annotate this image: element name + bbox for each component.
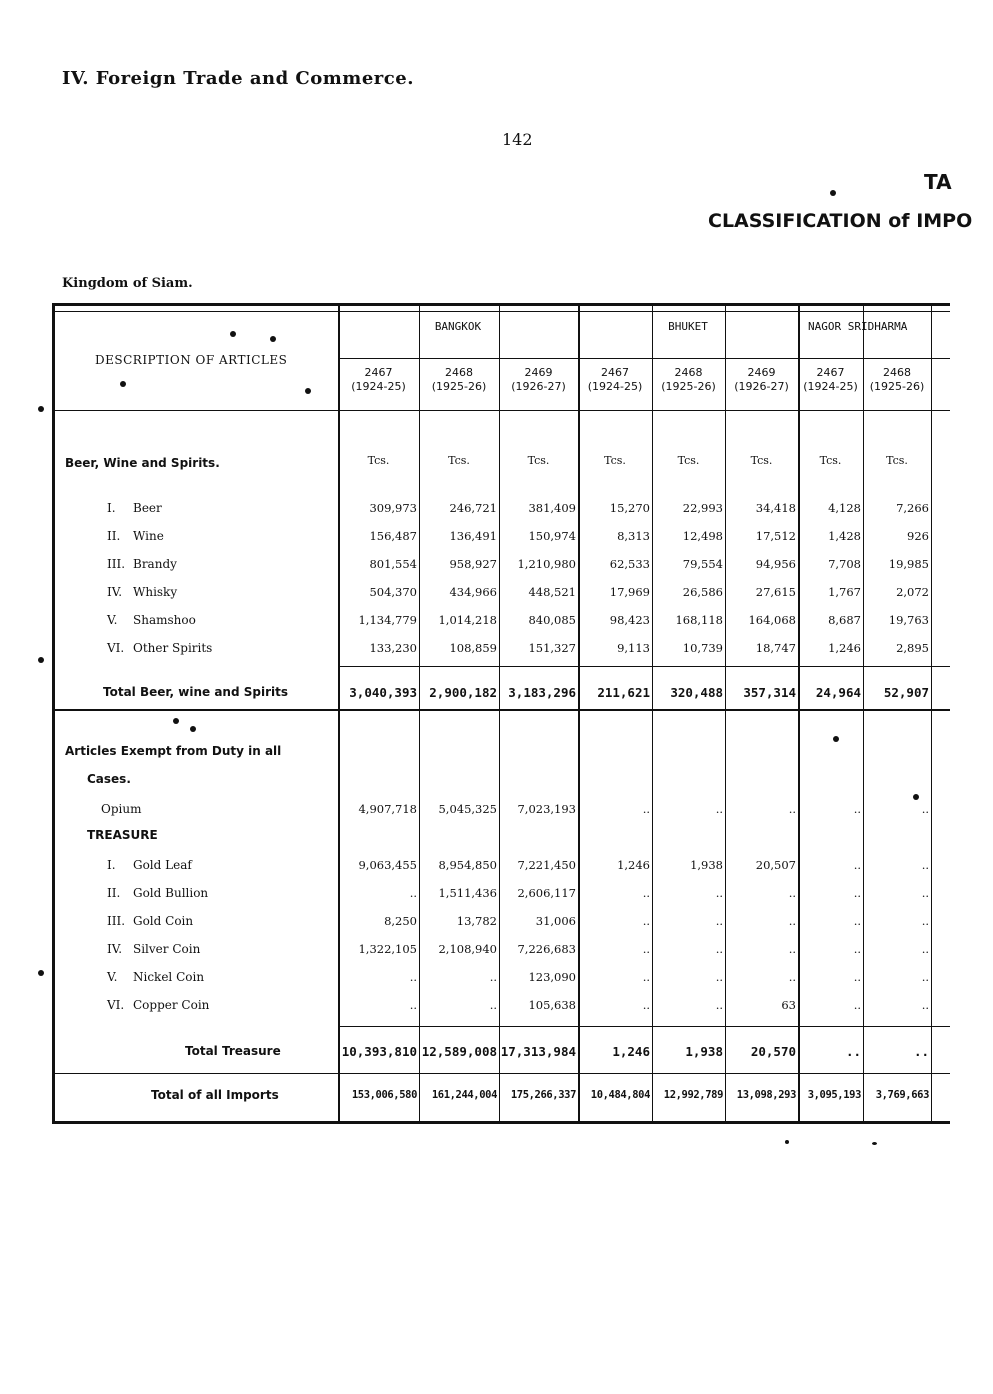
column-divider bbox=[798, 306, 800, 1121]
total-label: Total Treasure bbox=[185, 1044, 281, 1058]
table-cell: 926 bbox=[907, 529, 929, 543]
header-rule bbox=[55, 311, 950, 312]
row-label: Wine bbox=[133, 529, 164, 543]
ink-speck bbox=[833, 736, 839, 742]
table-cell: 12,498 bbox=[682, 529, 723, 543]
table-cell: 62,533 bbox=[609, 557, 650, 571]
table-cell: 2,108,940 bbox=[438, 942, 497, 956]
section-title: TREASURE bbox=[87, 828, 158, 842]
table-cell: 8,687 bbox=[828, 613, 861, 627]
table-cell: .. bbox=[409, 998, 417, 1012]
table-cell: .. bbox=[853, 942, 861, 956]
table-cell: 63 bbox=[781, 998, 796, 1012]
unit-label: Tcs. bbox=[677, 454, 700, 467]
table-cell: .. bbox=[913, 1044, 929, 1059]
unit-label: Tcs. bbox=[604, 454, 626, 467]
table-cell: 108,859 bbox=[449, 641, 497, 655]
table-cell: 10,393,810 bbox=[341, 1044, 417, 1059]
column-divider bbox=[419, 306, 420, 1121]
table-cell: 3,040,393 bbox=[349, 685, 417, 700]
table-cell: 161,244,004 bbox=[431, 1089, 497, 1101]
table-cell: 94,956 bbox=[755, 557, 796, 571]
table-cell: .. bbox=[921, 858, 929, 872]
row-label: Gold Coin bbox=[133, 914, 194, 928]
year-header: 2469 (1926-27) bbox=[511, 366, 566, 393]
table-cell: 12,589,008 bbox=[421, 1044, 497, 1059]
table-cell: 9,113 bbox=[617, 641, 650, 655]
table-cell: 448,521 bbox=[528, 585, 576, 599]
table-cell: .. bbox=[489, 998, 497, 1012]
table-cell: 2,895 bbox=[896, 641, 929, 655]
table-cell: .. bbox=[921, 942, 929, 956]
table-cell: 320,488 bbox=[670, 685, 723, 700]
group-nagor-sridharma: NAGOR SRIDHARMA bbox=[808, 320, 908, 333]
table-cell: 2,072 bbox=[896, 585, 929, 599]
row-roman: II. bbox=[107, 886, 121, 900]
ink-speck bbox=[38, 406, 44, 412]
table-cell: .. bbox=[409, 970, 417, 984]
row-label: Gold Bullion bbox=[133, 886, 209, 900]
ink-speck bbox=[305, 388, 311, 394]
unit-label: Tcs. bbox=[886, 454, 908, 467]
row-roman: IV. bbox=[107, 942, 123, 956]
table-cell: 17,512 bbox=[755, 529, 796, 543]
total-label: Total Beer, wine and Spirits bbox=[103, 685, 288, 699]
table-cell: 1,210,980 bbox=[517, 557, 576, 571]
section-title: Cases. bbox=[87, 772, 131, 786]
total-rule bbox=[55, 1073, 950, 1074]
table-cell: .. bbox=[642, 802, 650, 816]
table-cell: .. bbox=[788, 942, 796, 956]
table-cell: 7,023,193 bbox=[517, 802, 576, 816]
table-cell: 26,586 bbox=[682, 585, 723, 599]
row-label: Copper Coin bbox=[133, 998, 210, 1012]
group-bhuket: BHUKET bbox=[668, 320, 708, 333]
row-roman: VI. bbox=[107, 998, 125, 1012]
table-cell: 1,428 bbox=[828, 529, 861, 543]
table-cell: 2,900,182 bbox=[429, 685, 497, 700]
kingdom-label: Kingdom of Siam. bbox=[62, 276, 193, 291]
table-cell: 156,487 bbox=[369, 529, 417, 543]
table-cell: 133,230 bbox=[369, 641, 417, 655]
table-cell: .. bbox=[853, 914, 861, 928]
column-divider bbox=[578, 306, 580, 1121]
table-cell: 17,313,984 bbox=[500, 1044, 576, 1059]
table-cell: 3,183,296 bbox=[508, 685, 576, 700]
row-label: Silver Coin bbox=[133, 942, 201, 956]
row-roman: I. bbox=[107, 501, 116, 515]
table-cell: 168,118 bbox=[675, 613, 723, 627]
column-divider bbox=[863, 306, 864, 1121]
table-cell: .. bbox=[715, 914, 723, 928]
table-fragment-label: TA bbox=[924, 170, 952, 194]
table-cell: 246,721 bbox=[449, 501, 497, 515]
table-cell: 27,615 bbox=[755, 585, 796, 599]
table-cell: 1,938 bbox=[685, 1044, 723, 1059]
table-cell: 7,221,450 bbox=[517, 858, 576, 872]
table-cell: 22,993 bbox=[682, 501, 723, 515]
table-cell: 2,606,117 bbox=[517, 886, 576, 900]
row-label: Brandy bbox=[133, 557, 177, 571]
table-cell: 19,763 bbox=[888, 613, 929, 627]
table-cell: 211,621 bbox=[597, 685, 650, 700]
table-cell: 153,006,580 bbox=[351, 1089, 417, 1101]
subtotal-rule bbox=[338, 666, 950, 667]
ink-speck bbox=[270, 336, 276, 342]
table-cell: .. bbox=[921, 970, 929, 984]
table-cell: .. bbox=[715, 998, 723, 1012]
page-number: 142 bbox=[502, 130, 533, 149]
row-label: Shamshoo bbox=[133, 613, 196, 627]
unit-label: Tcs. bbox=[367, 454, 390, 467]
table-cell: 381,409 bbox=[528, 501, 576, 515]
unit-label: Tcs. bbox=[819, 454, 842, 467]
table-cell: 1,767 bbox=[828, 585, 861, 599]
row-roman: II. bbox=[107, 529, 121, 543]
table-cell: .. bbox=[715, 970, 723, 984]
section-title: Articles Exempt from Duty in all bbox=[65, 744, 282, 758]
table-cell: 34,418 bbox=[755, 501, 796, 515]
ink-speck bbox=[38, 970, 44, 976]
table-cell: 24,964 bbox=[815, 685, 861, 700]
ink-speck bbox=[230, 331, 236, 337]
row-label: Opium bbox=[101, 802, 142, 816]
column-divider bbox=[931, 306, 932, 1121]
table-cell: 3,095,193 bbox=[807, 1089, 861, 1101]
year-header: 2467 (1924-25) bbox=[587, 366, 643, 393]
table-cell: .. bbox=[642, 970, 650, 984]
year-header: 2469 (1926-27) bbox=[734, 366, 789, 393]
table-cell: 7,226,683 bbox=[517, 942, 576, 956]
table-cell: .. bbox=[921, 802, 929, 816]
table-cell: 31,006 bbox=[535, 914, 576, 928]
year-header: 2468 (1925-26) bbox=[869, 366, 925, 393]
table-cell: .. bbox=[853, 970, 861, 984]
table-cell: 15,270 bbox=[609, 501, 650, 515]
table-cell: 10,739 bbox=[682, 641, 723, 655]
year-header: 2468 (1925-26) bbox=[431, 366, 487, 393]
table-cell: 801,554 bbox=[369, 557, 417, 571]
table-cell: 123,090 bbox=[528, 970, 576, 984]
table-cell: 1,511,436 bbox=[438, 886, 497, 900]
table-cell: 18,747 bbox=[755, 641, 796, 655]
table-cell: 8,313 bbox=[617, 529, 650, 543]
table-cell: 4,128 bbox=[828, 501, 861, 515]
table-cell: 13,782 bbox=[456, 914, 497, 928]
table-cell: 164,068 bbox=[748, 613, 796, 627]
table-cell: .. bbox=[642, 886, 650, 900]
ink-speck bbox=[120, 381, 126, 387]
table-cell: .. bbox=[409, 886, 417, 900]
table-cell: .. bbox=[788, 802, 796, 816]
row-roman: III. bbox=[107, 557, 126, 571]
ink-speck bbox=[173, 718, 179, 724]
table-cell: .. bbox=[853, 802, 861, 816]
imports-table bbox=[52, 303, 950, 1124]
row-roman: V. bbox=[107, 613, 118, 627]
section-title: Beer, Wine and Spirits. bbox=[65, 456, 220, 470]
table-cell: 1,938 bbox=[690, 858, 723, 872]
section-header: IV. Foreign Trade and Commerce. bbox=[62, 68, 414, 89]
table-cell: 7,708 bbox=[828, 557, 861, 571]
table-cell: 1,246 bbox=[828, 641, 861, 655]
table-cell: .. bbox=[853, 998, 861, 1012]
row-roman: V. bbox=[107, 970, 118, 984]
table-cell: 98,423 bbox=[609, 613, 650, 627]
table-cell: 136,491 bbox=[449, 529, 497, 543]
table-cell: .. bbox=[788, 970, 796, 984]
ink-speck bbox=[872, 1142, 877, 1145]
table-cell: 20,507 bbox=[755, 858, 796, 872]
table-cell: .. bbox=[715, 942, 723, 956]
ink-speck bbox=[913, 794, 919, 800]
table-cell: 840,085 bbox=[528, 613, 576, 627]
table-cell: 4,907,718 bbox=[358, 802, 417, 816]
table-cell: 52,907 bbox=[883, 685, 929, 700]
column-divider bbox=[499, 306, 500, 1121]
table-cell: 17,969 bbox=[609, 585, 650, 599]
table-cell: 357,314 bbox=[743, 685, 796, 700]
total-label: Total of all Imports bbox=[151, 1088, 279, 1102]
group-rule bbox=[338, 358, 950, 359]
table-cell: .. bbox=[921, 998, 929, 1012]
unit-label: Tcs. bbox=[750, 454, 773, 467]
table-cell: 12,992,789 bbox=[663, 1089, 723, 1101]
table-cell: .. bbox=[715, 802, 723, 816]
row-label: Beer bbox=[133, 501, 162, 515]
header-rule bbox=[55, 410, 950, 411]
row-roman: I. bbox=[107, 858, 116, 872]
row-roman: IV. bbox=[107, 585, 123, 599]
row-label: Nickel Coin bbox=[133, 970, 205, 984]
table-cell: 19,985 bbox=[888, 557, 929, 571]
table-cell: 20,570 bbox=[750, 1044, 796, 1059]
table-cell: 79,554 bbox=[682, 557, 723, 571]
year-header: 2468 (1925-26) bbox=[661, 366, 716, 393]
description-header: DESCRIPTION OF ARTICLES bbox=[95, 353, 288, 367]
unit-label: Tcs. bbox=[527, 454, 550, 467]
table-cell: 5,045,325 bbox=[438, 802, 497, 816]
table-cell: 1,246 bbox=[617, 858, 650, 872]
table-cell: 151,327 bbox=[528, 641, 576, 655]
table-cell: .. bbox=[642, 942, 650, 956]
table-cell: 105,638 bbox=[528, 998, 576, 1012]
table-cell: .. bbox=[921, 886, 929, 900]
table-cell: .. bbox=[921, 914, 929, 928]
table-cell: 175,266,337 bbox=[510, 1089, 576, 1101]
table-cell: 10,484,804 bbox=[590, 1089, 650, 1101]
unit-label: Tcs. bbox=[448, 454, 470, 467]
row-label: Whisky bbox=[133, 585, 178, 599]
column-divider bbox=[725, 306, 726, 1121]
ink-speck bbox=[830, 190, 836, 196]
table-cell: .. bbox=[845, 1044, 861, 1059]
table-cell: 504,370 bbox=[369, 585, 417, 599]
table-cell: 9,063,455 bbox=[358, 858, 417, 872]
table-cell: .. bbox=[788, 886, 796, 900]
table-cell: 7,266 bbox=[896, 501, 929, 515]
table-cell: 958,927 bbox=[449, 557, 497, 571]
table-cell: 150,974 bbox=[528, 529, 576, 543]
table-cell: 3,769,663 bbox=[875, 1089, 929, 1101]
column-divider bbox=[652, 306, 653, 1121]
group-bangkok: BANGKOK bbox=[434, 320, 482, 333]
table-cell: 8,954,850 bbox=[438, 858, 497, 872]
ink-speck bbox=[38, 657, 44, 663]
row-roman: VI. bbox=[107, 641, 125, 655]
classification-title: CLASSIFICATION of IMPO bbox=[708, 210, 973, 232]
row-label: Other Spirits bbox=[133, 641, 213, 655]
column-divider bbox=[338, 306, 340, 1121]
table-cell: .. bbox=[853, 858, 861, 872]
year-header: 2467 (1924-25) bbox=[803, 366, 858, 393]
row-label: Gold Leaf bbox=[133, 858, 192, 872]
table-cell: .. bbox=[642, 998, 650, 1012]
table-cell: 1,322,105 bbox=[358, 942, 417, 956]
section-rule bbox=[55, 709, 950, 711]
table-cell: 1,134,779 bbox=[358, 613, 417, 627]
ink-speck bbox=[190, 726, 196, 732]
table-cell: 1,014,218 bbox=[438, 613, 497, 627]
table-cell: 1,246 bbox=[612, 1044, 650, 1059]
table-cell: 434,966 bbox=[449, 585, 497, 599]
year-header: 2467 (1924-25) bbox=[351, 366, 406, 393]
table-cell: .. bbox=[642, 914, 650, 928]
table-cell: 309,973 bbox=[369, 501, 417, 515]
row-roman: III. bbox=[107, 914, 126, 928]
table-cell: .. bbox=[489, 970, 497, 984]
table-cell: .. bbox=[715, 886, 723, 900]
table-cell: .. bbox=[853, 886, 861, 900]
subtotal-rule bbox=[338, 1026, 950, 1027]
table-cell: 13,098,293 bbox=[736, 1089, 796, 1101]
ink-speck bbox=[785, 1140, 789, 1144]
table-cell: 8,250 bbox=[384, 914, 417, 928]
table-cell: .. bbox=[788, 914, 796, 928]
